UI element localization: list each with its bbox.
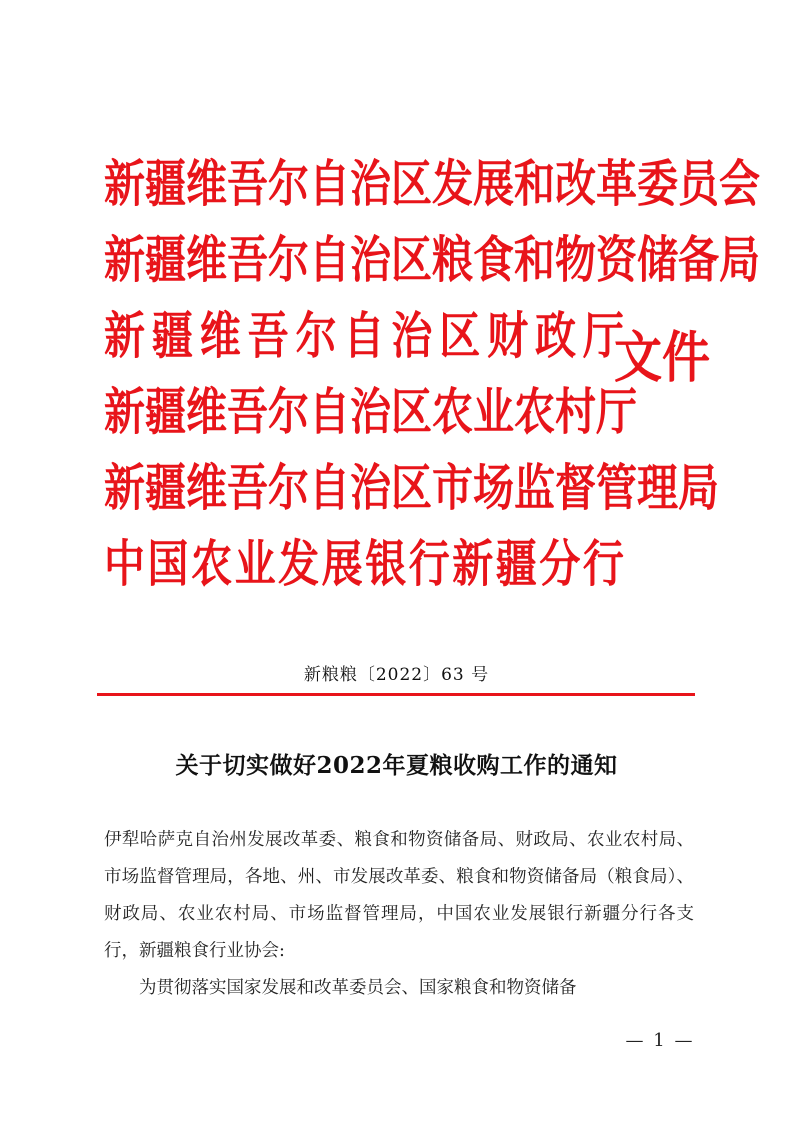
red-divider: [97, 693, 695, 696]
issuer-name: 新 疆 维 吾 尔 自 治 区 市 场 监 督 管 理 局: [104, 458, 719, 518]
body-paragraph: 为贯彻落实国家发展和改革委员会、国家粮食和物资储备: [139, 978, 577, 998]
document-number: 新粮粮〔2022〕63 号: [303, 665, 490, 685]
document-body: [104, 822, 694, 1007]
issuer-name: 新 疆 维 吾 尔 自 治 区 粮 食 和 物 资 储 备 局: [104, 230, 760, 290]
document-type-label: 文件: [614, 325, 711, 391]
issuer-name: 新 疆 维 吾 尔 自 治 区 发 展 和 改 革 委 员 会: [104, 154, 760, 214]
issuer-name: 新 疆 维 吾 尔 自 治 区 财 政 厅: [104, 306, 624, 366]
page-number: — 1 —: [625, 1030, 695, 1051]
document-title: 关于切实做好2022年夏粮收购工作的通知: [175, 752, 618, 779]
issuer-name: 新 疆 维 吾 尔 自 治 区 农 业 农 村 厅: [104, 382, 637, 442]
salutation-paragraph: 伊犁哈萨克自治州发展改革委、粮食和物资储备局、财政局、农业农村局、市场监督管理局，各地、州、市发展改革委、粮食和物资储备局（粮食局）、财政局、农业农村局、市场监督管理局，中国农业发展银行新疆分行各支行，新疆粮食行业协会:: [104, 830, 694, 961]
issuer-name: 中 国 农 业 发 展 银 行 新 疆 分 行: [104, 534, 624, 594]
